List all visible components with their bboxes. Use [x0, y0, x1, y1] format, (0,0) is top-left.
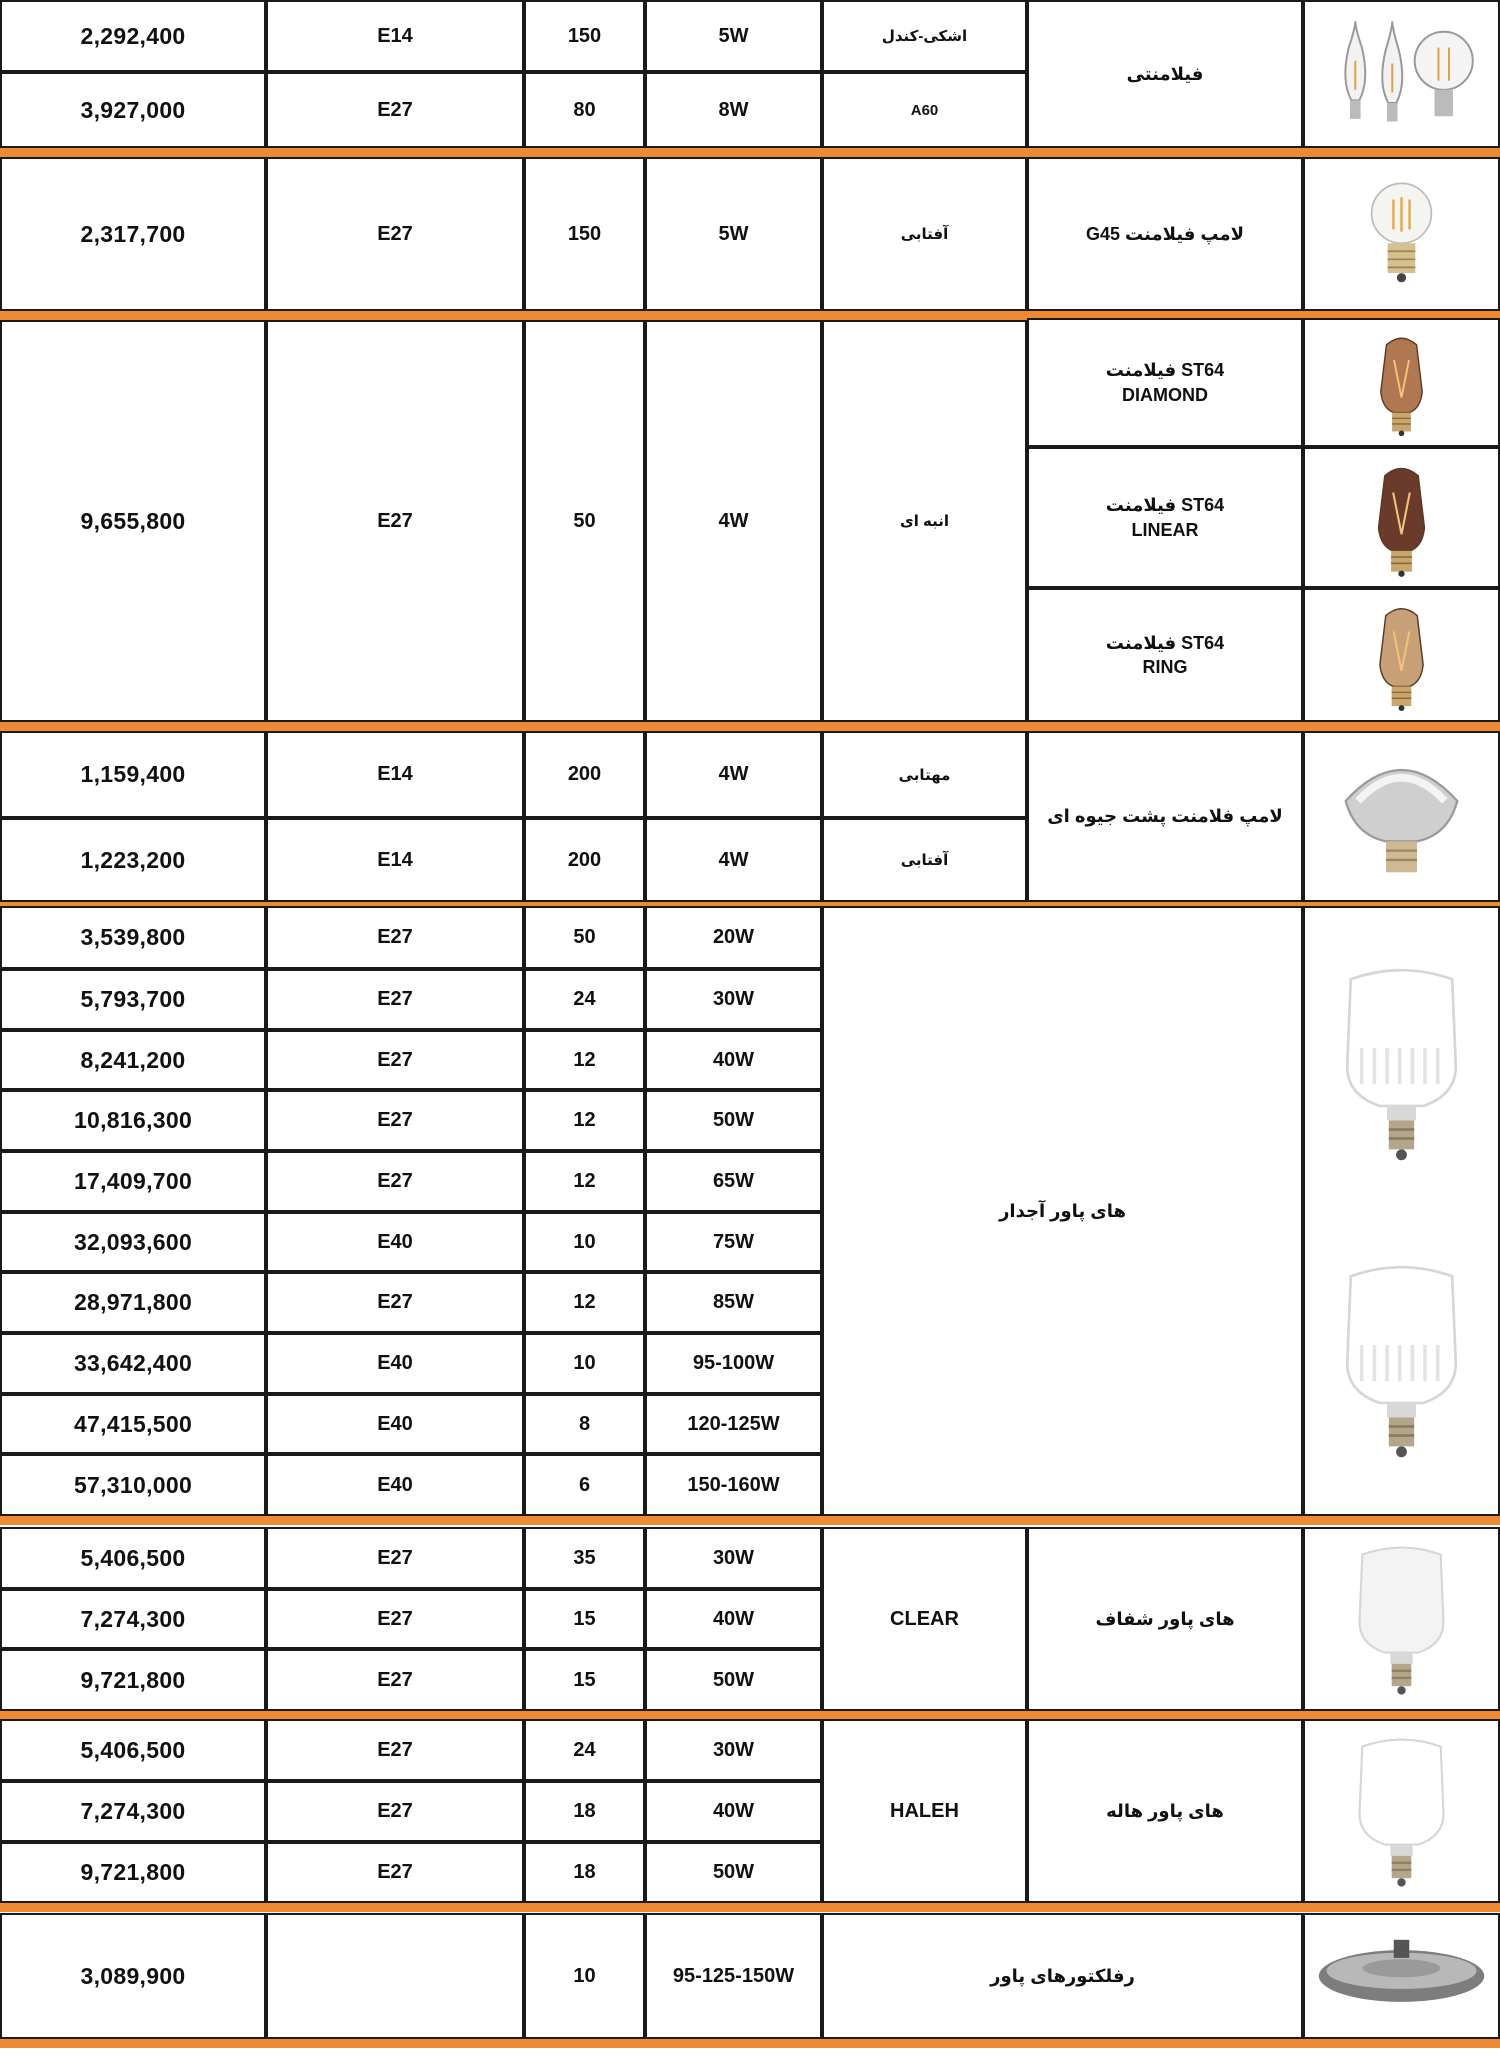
base-type-value: E27 — [377, 926, 413, 948]
price-value: 1,223,200 — [80, 846, 186, 873]
product-name-cell — [1027, 0, 1303, 148]
pack-count-cell — [524, 818, 645, 902]
pack-count-cell — [524, 1333, 645, 1394]
wattage-value: 75W — [712, 1230, 755, 1253]
price-cell — [0, 157, 266, 311]
product-image-cell — [1303, 318, 1500, 447]
base-type-value: E27 — [377, 222, 413, 245]
product-name: فیلامنتی — [1126, 63, 1204, 84]
price-value: 9,721,800 — [80, 1666, 186, 1693]
product-name-cell — [822, 1913, 1303, 2039]
pack-count-value: 18 — [573, 1861, 596, 1883]
pack-count-value: 12 — [573, 1291, 596, 1313]
price-cell — [0, 1212, 266, 1272]
group-separator — [0, 2039, 1500, 2048]
base-type-cell — [266, 818, 524, 902]
base-type-cell — [266, 1333, 524, 1394]
group-separator — [0, 722, 1500, 731]
base-type-value: E27 — [377, 1109, 413, 1131]
price-value: 9,655,800 — [80, 507, 186, 534]
product-name-cell — [1027, 731, 1303, 902]
product-image-cell — [1303, 157, 1500, 311]
pack-count-value: 24 — [573, 988, 596, 1010]
pack-count-cell — [524, 1589, 645, 1649]
group-separator — [0, 148, 1500, 157]
base-type-cell — [266, 1719, 524, 1781]
price-cell — [0, 1781, 266, 1842]
product-name: های پاور شفاف — [1095, 1608, 1235, 1629]
pack-count-cell — [524, 72, 645, 148]
light-color-cell — [822, 72, 1027, 148]
haleh-high-power-bulb-icon — [1311, 1727, 1492, 1895]
wattage-value: 4W — [718, 763, 749, 785]
pack-count-cell — [524, 731, 645, 818]
base-type-value: E27 — [377, 1048, 413, 1071]
base-type-value: E27 — [377, 1861, 413, 1883]
wattage-value: 120-125W — [687, 1412, 780, 1435]
base-type-cell — [266, 320, 524, 722]
pack-count-value: 15 — [573, 1607, 596, 1630]
pack-count-value: 10 — [573, 1964, 596, 1987]
group-separator — [0, 1903, 1500, 1912]
price-cell — [0, 1649, 266, 1711]
wattage-value: 8W — [718, 98, 749, 121]
base-type-value: E27 — [377, 1170, 413, 1192]
wattage-value: 95-125-150W — [672, 1964, 795, 1987]
wattage-cell — [645, 1913, 822, 2039]
wattage-cell — [645, 1842, 822, 1903]
base-type-value: E14 — [377, 24, 413, 47]
pack-count-cell — [524, 1719, 645, 1781]
pack-count-cell — [524, 1842, 645, 1903]
pack-count-value: 150 — [567, 222, 602, 245]
product-name-cell — [1027, 1527, 1303, 1711]
price-cell — [0, 1719, 266, 1781]
product-name: فیلامنت ST64 RING — [1105, 632, 1225, 677]
wattage-cell — [645, 1212, 822, 1272]
pack-count-cell — [524, 1527, 645, 1589]
base-type-cell — [266, 1781, 524, 1842]
base-type-value: E14 — [377, 848, 413, 871]
product-name: لامپ فیلامنت G45 — [1086, 223, 1244, 244]
price-cell — [0, 1913, 266, 2039]
product-name-cell — [1027, 318, 1303, 447]
pack-count-value: 200 — [567, 848, 602, 871]
base-type-cell — [266, 731, 524, 818]
wattage-value: 20W — [712, 926, 755, 948]
pack-count-value: 12 — [573, 1109, 596, 1131]
product-image-cell — [1303, 0, 1500, 148]
base-type-value: E27 — [377, 1668, 413, 1691]
power-reflector-icon — [1311, 1921, 1492, 2031]
wattage-cell — [645, 1333, 822, 1394]
pack-count-cell — [524, 969, 645, 1030]
light-color-value: آفتابی — [900, 852, 949, 869]
pack-count-cell — [524, 1212, 645, 1272]
pack-count-cell — [524, 1454, 645, 1516]
product-name-cell — [1027, 447, 1303, 588]
base-type-cell — [266, 1454, 524, 1516]
filament-candle-bulbs-icon — [1311, 8, 1492, 140]
pack-count-cell — [524, 1090, 645, 1151]
price-value: 10,816,300 — [73, 1107, 193, 1133]
product-name: فیلامنت ST64 LINEAR — [1105, 495, 1225, 540]
wattage-cell — [645, 1272, 822, 1333]
base-type-cell — [266, 1913, 524, 2039]
base-type-cell — [266, 1394, 524, 1454]
pack-count-cell — [524, 1781, 645, 1842]
wattage-value: 30W — [712, 1738, 755, 1761]
wattage-cell — [645, 72, 822, 148]
price-cell — [0, 0, 266, 72]
series-label-cell — [822, 1719, 1027, 1903]
pack-count-cell — [524, 1649, 645, 1711]
base-type-cell — [266, 969, 524, 1030]
base-type-cell — [266, 1030, 524, 1090]
wattage-value: 30W — [712, 988, 755, 1010]
light-color-cell — [822, 320, 1027, 722]
st64-diamond-bulb-icon — [1311, 326, 1492, 439]
pack-count-value: 6 — [578, 1473, 591, 1496]
wattage-cell — [645, 1394, 822, 1454]
wattage-value: 5W — [718, 24, 749, 47]
wattage-cell — [645, 1454, 822, 1516]
mirror-back-filament-bulb-icon — [1311, 739, 1492, 894]
pack-count-cell — [524, 1030, 645, 1090]
wattage-value: 50W — [712, 1668, 755, 1691]
product-name-cell — [1027, 588, 1303, 722]
base-type-value: E27 — [377, 509, 413, 532]
product-name-cell — [822, 906, 1303, 1516]
light-color-cell — [822, 818, 1027, 902]
pack-count-value: 8 — [578, 1412, 591, 1435]
wattage-value: 50W — [712, 1109, 755, 1131]
price-cell — [0, 1394, 266, 1454]
product-name-cell — [1027, 1719, 1303, 1903]
product-name: های پاور آجدار — [999, 1200, 1126, 1221]
pack-count-value: 200 — [567, 763, 602, 785]
base-type-cell — [266, 1527, 524, 1589]
base-type-cell — [266, 0, 524, 72]
series-label: HALEH — [890, 1799, 959, 1822]
price-value: 7,274,300 — [80, 1605, 186, 1632]
series-label-cell — [822, 1527, 1027, 1711]
base-type-value: E40 — [377, 1352, 413, 1374]
light-color-value: A60 — [910, 101, 939, 119]
pack-count-value: 15 — [573, 1668, 596, 1691]
pack-count-value: 80 — [573, 98, 596, 121]
base-type-cell — [266, 1842, 524, 1903]
price-cell — [0, 818, 266, 902]
price-value: 5,406,500 — [80, 1544, 186, 1571]
product-name: فیلامنت ST64 DIAMOND — [1105, 360, 1225, 405]
light-color-value: آفتابی — [900, 226, 949, 243]
price-cell — [0, 1272, 266, 1333]
wattage-cell — [645, 1781, 822, 1842]
wattage-cell — [645, 906, 822, 969]
pack-count-value: 50 — [573, 926, 596, 948]
wattage-value: 50W — [712, 1861, 755, 1883]
ribbed-high-power-bulb-icon — [1311, 944, 1492, 1181]
base-type-cell — [266, 1151, 524, 1212]
product-name: رفلکتورهای پاور — [990, 1965, 1135, 1986]
price-value: 2,292,400 — [80, 22, 186, 49]
wattage-value: 40W — [712, 1800, 755, 1822]
base-type-value: E27 — [377, 1738, 413, 1761]
wattage-cell — [645, 1030, 822, 1090]
pack-count-value: 10 — [573, 1230, 596, 1253]
base-type-value: E40 — [377, 1412, 413, 1435]
wattage-value: 4W — [718, 848, 749, 871]
pack-count-cell — [524, 906, 645, 969]
price-cell — [0, 969, 266, 1030]
ribbed-high-power-bulb-icon — [1311, 1241, 1492, 1478]
wattage-cell — [645, 1649, 822, 1711]
price-cell — [0, 1589, 266, 1649]
pack-count-cell — [524, 1913, 645, 2039]
pack-count-cell — [524, 0, 645, 72]
price-cell — [0, 731, 266, 818]
pack-count-value: 12 — [573, 1048, 596, 1071]
product-name-cell — [1027, 157, 1303, 311]
price-cell — [0, 1527, 266, 1589]
price-value: 3,089,900 — [80, 1962, 186, 1989]
price-value: 3,927,000 — [80, 96, 186, 123]
pack-count-value: 150 — [567, 24, 602, 47]
wattage-value: 5W — [718, 222, 749, 245]
pack-count-cell — [524, 1394, 645, 1454]
price-cell — [0, 1090, 266, 1151]
base-type-cell — [266, 1272, 524, 1333]
base-type-value: E27 — [377, 1607, 413, 1630]
base-type-cell — [266, 906, 524, 969]
price-value: 17,409,700 — [73, 1168, 193, 1194]
wattage-value: 30W — [712, 1546, 755, 1569]
product-name: لامپ فلامنت پشت جیوه ای — [1047, 806, 1283, 827]
price-cell — [0, 72, 266, 148]
product-name: های پاور هاله — [1106, 1800, 1224, 1821]
pack-count-value: 35 — [573, 1546, 596, 1569]
light-color-cell — [822, 731, 1027, 818]
price-cell — [0, 1151, 266, 1212]
wattage-cell — [645, 320, 822, 722]
product-image-cell — [1303, 1527, 1500, 1711]
wattage-cell — [645, 1527, 822, 1589]
pack-count-cell — [524, 1272, 645, 1333]
price-cell — [0, 1333, 266, 1394]
wattage-value: 40W — [712, 1048, 755, 1071]
price-value: 1,159,400 — [80, 761, 186, 787]
wattage-value: 95-100W — [692, 1352, 775, 1374]
price-value: 5,793,700 — [80, 986, 186, 1012]
pack-count-cell — [524, 1151, 645, 1212]
price-cell — [0, 1842, 266, 1903]
wattage-cell — [645, 1719, 822, 1781]
price-value: 28,971,800 — [73, 1289, 193, 1315]
wattage-cell — [645, 1090, 822, 1151]
pack-count-cell — [524, 320, 645, 722]
price-cell — [0, 906, 266, 969]
pack-count-value: 18 — [573, 1800, 596, 1822]
st64-linear-bulb-icon — [1311, 455, 1492, 580]
base-type-cell — [266, 72, 524, 148]
product-image-cell — [1303, 906, 1500, 1516]
wattage-cell — [645, 731, 822, 818]
wattage-value: 85W — [712, 1291, 755, 1313]
pack-count-value: 50 — [573, 509, 596, 532]
base-type-value: E27 — [377, 1800, 413, 1822]
light-color-value: انبه ای — [899, 513, 950, 530]
base-type-value: E40 — [377, 1230, 413, 1253]
wattage-value: 150-160W — [687, 1473, 780, 1496]
product-image-cell — [1303, 731, 1500, 902]
base-type-cell — [266, 1589, 524, 1649]
clear-high-power-bulb-icon — [1311, 1535, 1492, 1703]
wattage-cell — [645, 1151, 822, 1212]
pack-count-value: 10 — [573, 1352, 596, 1374]
base-type-value: E27 — [377, 1546, 413, 1569]
base-type-cell — [266, 1090, 524, 1151]
pack-count-cell — [524, 157, 645, 311]
product-image-cell — [1303, 1913, 1500, 2039]
price-cell — [0, 320, 266, 722]
g45-filament-bulb-icon — [1311, 165, 1492, 303]
product-image-cell — [1303, 447, 1500, 588]
base-type-value: E40 — [377, 1473, 413, 1496]
group-separator — [0, 1516, 1500, 1525]
price-value: 33,642,400 — [73, 1350, 193, 1376]
series-label: CLEAR — [890, 1607, 959, 1630]
light-color-cell — [822, 0, 1027, 72]
price-value: 3,539,800 — [80, 924, 186, 950]
price-cell — [0, 1454, 266, 1516]
base-type-value: E27 — [377, 988, 413, 1010]
price-cell — [0, 1030, 266, 1090]
price-value: 9,721,800 — [80, 1859, 186, 1885]
wattage-cell — [645, 0, 822, 72]
pack-count-value: 24 — [573, 1738, 596, 1761]
price-value: 8,241,200 — [80, 1046, 186, 1073]
base-type-value: E27 — [377, 98, 413, 121]
wattage-value: 40W — [712, 1607, 755, 1630]
base-type-value: E14 — [377, 763, 413, 785]
wattage-cell — [645, 818, 822, 902]
base-type-cell — [266, 1212, 524, 1272]
wattage-cell — [645, 1589, 822, 1649]
price-value: 32,093,600 — [73, 1228, 193, 1255]
light-color-value: مهتابی — [898, 766, 951, 784]
product-image-cell — [1303, 588, 1500, 722]
price-value: 7,274,300 — [80, 1798, 186, 1824]
wattage-cell — [645, 969, 822, 1030]
wattage-value: 4W — [718, 509, 749, 532]
wattage-value: 65W — [712, 1170, 755, 1192]
base-type-cell — [266, 157, 524, 311]
base-type-cell — [266, 1649, 524, 1711]
light-color-cell — [822, 157, 1027, 311]
price-value: 2,317,700 — [80, 220, 186, 247]
wattage-cell — [645, 157, 822, 311]
price-value: 5,406,500 — [80, 1736, 186, 1763]
price-value: 47,415,500 — [73, 1410, 193, 1437]
price-value: 57,310,000 — [73, 1471, 193, 1498]
st64-ring-bulb-icon — [1311, 596, 1492, 714]
base-type-value: E27 — [377, 1291, 413, 1313]
product-image-cell — [1303, 1719, 1500, 1903]
pack-count-value: 12 — [573, 1170, 596, 1192]
light-color-value: اشکی-کندل — [881, 28, 968, 45]
